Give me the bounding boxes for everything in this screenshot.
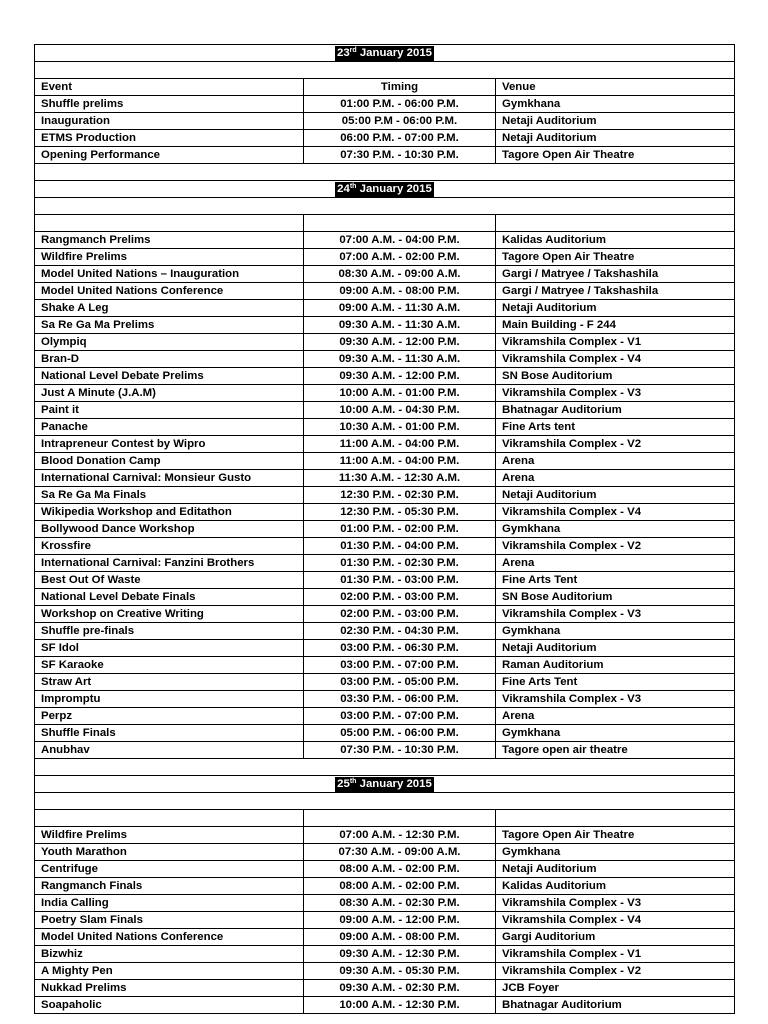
event-timing: 05:00 P.M - 06:00 P.M. — [304, 113, 496, 130]
event-venue: Fine Arts Tent — [496, 674, 735, 691]
event-name: National Level Debate Prelims — [35, 368, 304, 385]
event-name: International Carnival: Fanzini Brothers — [35, 555, 304, 572]
blank-cell — [496, 810, 735, 827]
blank-cell — [304, 215, 496, 232]
table-row — [35, 113, 735, 130]
event-timing: 09:30 A.M. - 05:30 P.M. — [304, 963, 496, 980]
event-name: SF Idol — [35, 640, 304, 657]
event-name: Shuffle prelims — [35, 96, 304, 113]
event-venue: Gymkhana — [496, 725, 735, 742]
event-name: Wildfire Prelims — [35, 249, 304, 266]
event-name: Sa Re Ga Ma Prelims — [35, 317, 304, 334]
table-row — [35, 385, 735, 402]
date-month-year: January 2015 — [356, 47, 433, 59]
event-name: Bollywood Dance Workshop — [35, 521, 304, 538]
table-row — [35, 521, 735, 538]
event-name: Olympiq — [35, 334, 304, 351]
event-venue: Tagore open air theatre — [496, 742, 735, 759]
event-timing: 09:30 A.M. - 11:30 A.M. — [304, 351, 496, 368]
table-row — [35, 470, 735, 487]
event-venue: Bhatnagar Auditorium — [496, 997, 735, 1014]
table-row — [35, 742, 735, 759]
table-row — [35, 657, 735, 674]
schedule-sheet — [34, 44, 734, 1014]
event-name: Model United Nations – Inauguration — [35, 266, 304, 283]
table-row — [35, 487, 735, 504]
blank-row — [35, 62, 735, 79]
table-row — [35, 946, 735, 963]
event-name: Youth Marathon — [35, 844, 304, 861]
blank-row — [35, 215, 735, 232]
event-venue: Netaji Auditorium — [496, 113, 735, 130]
event-venue: Arena — [496, 453, 735, 470]
event-venue: Tagore Open Air Theatre — [496, 147, 735, 164]
event-timing: 09:00 A.M. - 12:00 P.M. — [304, 912, 496, 929]
event-name: Paint it — [35, 402, 304, 419]
event-name: Panache — [35, 419, 304, 436]
table-row — [35, 691, 735, 708]
blank-cell — [35, 793, 735, 810]
date-suffix: rd — [349, 47, 357, 54]
event-name: Blood Donation Camp — [35, 453, 304, 470]
event-name: Anubhav — [35, 742, 304, 759]
event-name: Shuffle Finals — [35, 725, 304, 742]
header-event: Event — [35, 79, 304, 96]
event-timing: 09:30 A.M. - 12:30 P.M. — [304, 946, 496, 963]
table-row — [35, 436, 735, 453]
event-venue: Kalidas Auditorium — [496, 878, 735, 895]
event-timing: 01:30 P.M. - 02:30 P.M. — [304, 555, 496, 572]
table-row — [35, 334, 735, 351]
table-row — [35, 827, 735, 844]
event-name: Model United Nations Conference — [35, 929, 304, 946]
event-name: Sa Re Ga Ma Finals — [35, 487, 304, 504]
date-heading — [335, 182, 434, 197]
blank-cell — [496, 215, 735, 232]
event-timing: 09:30 A.M. - 12:00 P.M. — [304, 334, 496, 351]
event-venue: Arena — [496, 470, 735, 487]
date-row — [35, 45, 735, 62]
event-venue: Vikramshila Complex - V3 — [496, 691, 735, 708]
table-row — [35, 368, 735, 385]
event-name: Wikipedia Workshop and Editathon — [35, 504, 304, 521]
event-venue: Fine Arts tent — [496, 419, 735, 436]
event-venue: Netaji Auditorium — [496, 861, 735, 878]
event-timing: 09:00 A.M. - 08:00 P.M. — [304, 283, 496, 300]
table-row — [35, 96, 735, 113]
event-venue: Tagore Open Air Theatre — [496, 827, 735, 844]
date-suffix: th — [349, 183, 357, 190]
date-heading — [335, 46, 434, 61]
event-venue: Vikramshila Complex - V1 — [496, 946, 735, 963]
event-venue: Netaji Auditorium — [496, 300, 735, 317]
date-month-year: January 2015 — [356, 778, 432, 790]
event-timing: 02:00 P.M. - 03:00 P.M. — [304, 606, 496, 623]
event-venue: Fine Arts Tent — [496, 572, 735, 589]
event-venue: Arena — [496, 708, 735, 725]
event-timing: 12:30 P.M. - 05:30 P.M. — [304, 504, 496, 521]
schedule-body — [35, 45, 735, 1014]
event-venue: Vikramshila Complex - V2 — [496, 963, 735, 980]
event-name: Best Out Of Waste — [35, 572, 304, 589]
event-name: Poetry Slam Finals — [35, 912, 304, 929]
event-name: A Mighty Pen — [35, 963, 304, 980]
blank-cell — [35, 62, 735, 79]
event-name: Rangmanch Finals — [35, 878, 304, 895]
event-timing: 08:00 A.M. - 02:00 P.M. — [304, 861, 496, 878]
event-venue: Raman Auditorium — [496, 657, 735, 674]
event-timing: 02:30 P.M. - 04:30 P.M. — [304, 623, 496, 640]
event-name: Model United Nations Conference — [35, 283, 304, 300]
table-row — [35, 844, 735, 861]
event-timing: 12:30 P.M. - 02:30 P.M. — [304, 487, 496, 504]
event-timing: 02:00 P.M. - 03:00 P.M. — [304, 589, 496, 606]
event-timing: 01:00 P.M. - 06:00 P.M. — [304, 96, 496, 113]
event-name: Shake A Leg — [35, 300, 304, 317]
table-row — [35, 623, 735, 640]
table-row — [35, 419, 735, 436]
event-name: Bizwhiz — [35, 946, 304, 963]
schedule-table — [34, 44, 735, 1014]
date-row — [35, 181, 735, 198]
event-name: Intrapreneur Contest by Wipro — [35, 436, 304, 453]
event-timing: 08:30 A.M. - 02:30 P.M. — [304, 895, 496, 912]
table-row — [35, 300, 735, 317]
table-row — [35, 538, 735, 555]
event-timing: 08:00 A.M. - 02:00 P.M. — [304, 878, 496, 895]
event-venue: Arena — [496, 555, 735, 572]
event-name: Just A Minute (J.A.M) — [35, 385, 304, 402]
blank-row — [35, 164, 735, 181]
table-row — [35, 640, 735, 657]
table-row — [35, 504, 735, 521]
event-name: Krossfire — [35, 538, 304, 555]
table-row — [35, 674, 735, 691]
table-row — [35, 725, 735, 742]
event-venue: Vikramshila Complex - V4 — [496, 504, 735, 521]
event-name: International Carnival: Monsieur Gusto — [35, 470, 304, 487]
table-row — [35, 708, 735, 725]
date-suffix: th — [349, 778, 357, 785]
event-name: Perpz — [35, 708, 304, 725]
event-name: SF Karaoke — [35, 657, 304, 674]
event-name: Impromptu — [35, 691, 304, 708]
date-day: 23 — [336, 47, 350, 59]
event-timing: 01:30 P.M. - 03:00 P.M. — [304, 572, 496, 589]
table-row — [35, 878, 735, 895]
event-venue: Netaji Auditorium — [496, 640, 735, 657]
date-day: 24 — [337, 183, 350, 195]
event-timing: 08:30 A.M. - 09:00 A.M. — [304, 266, 496, 283]
date-heading — [335, 777, 434, 792]
event-timing: 11:00 A.M. - 04:00 P.M. — [304, 453, 496, 470]
event-venue: SN Bose Auditorium — [496, 368, 735, 385]
event-timing: 09:30 A.M. - 12:00 P.M. — [304, 368, 496, 385]
blank-cell — [35, 198, 735, 215]
event-timing: 10:30 A.M. - 01:00 P.M. — [304, 419, 496, 436]
event-timing: 07:00 A.M. - 04:00 P.M. — [304, 232, 496, 249]
event-venue: Vikramshila Complex - V4 — [496, 351, 735, 368]
event-name: ETMS Production — [35, 130, 304, 147]
table-row — [35, 130, 735, 147]
event-name: Bran-D — [35, 351, 304, 368]
table-row — [35, 572, 735, 589]
event-venue: Kalidas Auditorium — [496, 232, 735, 249]
date-month-year: January 2015 — [356, 183, 432, 195]
event-venue: JCB Foyer — [496, 980, 735, 997]
event-timing: 03:30 P.M. - 06:00 P.M. — [304, 691, 496, 708]
event-venue: Vikramshila Complex - V3 — [496, 895, 735, 912]
event-timing: 06:00 P.M. - 07:00 P.M. — [304, 130, 496, 147]
header-timing: Timing — [304, 79, 496, 96]
event-timing: 10:00 A.M. - 12:30 P.M. — [304, 997, 496, 1014]
table-row — [35, 147, 735, 164]
event-venue: Netaji Auditorium — [496, 130, 735, 147]
event-name: National Level Debate Finals — [35, 589, 304, 606]
event-timing: 09:00 A.M. - 08:00 P.M. — [304, 929, 496, 946]
event-venue: Gymkhana — [496, 96, 735, 113]
table-row — [35, 555, 735, 572]
table-row — [35, 980, 735, 997]
event-timing: 03:00 P.M. - 05:00 P.M. — [304, 674, 496, 691]
event-venue: Gymkhana — [496, 623, 735, 640]
event-venue: Gargi / Matryee / Takshashila — [496, 266, 735, 283]
event-venue: Vikramshila Complex - V3 — [496, 606, 735, 623]
event-venue: Vikramshila Complex - V2 — [496, 436, 735, 453]
table-row — [35, 266, 735, 283]
event-venue: Gymkhana — [496, 521, 735, 538]
table-row — [35, 589, 735, 606]
table-row — [35, 283, 735, 300]
event-name: Shuffle pre-finals — [35, 623, 304, 640]
event-venue: Vikramshila Complex - V1 — [496, 334, 735, 351]
blank-row — [35, 759, 735, 776]
event-timing: 10:00 A.M. - 01:00 P.M. — [304, 385, 496, 402]
table-row — [35, 249, 735, 266]
event-venue: Gymkhana — [496, 844, 735, 861]
event-timing: 03:00 P.M. - 06:30 P.M. — [304, 640, 496, 657]
event-venue: Gargi / Matryee / Takshashila — [496, 283, 735, 300]
event-timing: 09:30 A.M. - 11:30 A.M. — [304, 317, 496, 334]
event-timing: 07:30 A.M. - 09:00 A.M. — [304, 844, 496, 861]
blank-cell — [35, 759, 735, 776]
blank-row — [35, 810, 735, 827]
event-venue: Tagore Open Air Theatre — [496, 249, 735, 266]
event-timing: 01:00 P.M. - 02:00 P.M. — [304, 521, 496, 538]
blank-row — [35, 793, 735, 810]
event-venue: Bhatnagar Auditorium — [496, 402, 735, 419]
event-name: Nukkad Prelims — [35, 980, 304, 997]
blank-cell — [35, 164, 735, 181]
event-timing: 03:00 P.M. - 07:00 P.M. — [304, 657, 496, 674]
event-venue: SN Bose Auditorium — [496, 589, 735, 606]
event-name: Soapaholic — [35, 997, 304, 1014]
event-name: Centrifuge — [35, 861, 304, 878]
table-row — [35, 963, 735, 980]
table-row — [35, 997, 735, 1014]
date-cell — [35, 45, 735, 62]
table-row — [35, 606, 735, 623]
event-timing: 05:00 P.M. - 06:00 P.M. — [304, 725, 496, 742]
header-venue: Venue — [496, 79, 735, 96]
event-venue: Vikramshila Complex - V2 — [496, 538, 735, 555]
event-name: Straw Art — [35, 674, 304, 691]
event-name: Rangmanch Prelims — [35, 232, 304, 249]
event-timing: 09:00 A.M. - 11:30 A.M. — [304, 300, 496, 317]
blank-cell — [35, 215, 304, 232]
event-timing: 07:30 P.M. - 10:30 P.M. — [304, 147, 496, 164]
event-timing: 03:00 P.M. - 07:00 P.M. — [304, 708, 496, 725]
event-venue: Main Building - F 244 — [496, 317, 735, 334]
event-timing: 11:00 A.M. - 04:00 P.M. — [304, 436, 496, 453]
event-timing: 09:30 A.M. - 02:30 P.M. — [304, 980, 496, 997]
date-cell — [35, 776, 735, 793]
event-name: India Calling — [35, 895, 304, 912]
event-timing: 10:00 A.M. - 04:30 P.M. — [304, 402, 496, 419]
event-venue: Vikramshila Complex - V3 — [496, 385, 735, 402]
event-timing: 07:00 A.M. - 02:00 P.M. — [304, 249, 496, 266]
date-cell — [35, 181, 735, 198]
table-row — [35, 861, 735, 878]
event-timing: 11:30 A.M. - 12:30 A.M. — [304, 470, 496, 487]
event-timing: 07:00 A.M. - 12:30 P.M. — [304, 827, 496, 844]
table-row — [35, 453, 735, 470]
blank-row — [35, 198, 735, 215]
event-name: Workshop on Creative Writing — [35, 606, 304, 623]
blank-cell — [35, 810, 304, 827]
table-row — [35, 929, 735, 946]
table-row — [35, 912, 735, 929]
column-header-row — [35, 79, 735, 96]
table-row — [35, 895, 735, 912]
table-row — [35, 351, 735, 368]
event-venue: Gargi Auditorium — [496, 929, 735, 946]
date-day: 25 — [337, 778, 350, 790]
table-row — [35, 317, 735, 334]
date-row — [35, 776, 735, 793]
event-name: Inauguration — [35, 113, 304, 130]
event-venue: Netaji Auditorium — [496, 487, 735, 504]
event-venue: Vikramshila Complex - V4 — [496, 912, 735, 929]
event-name: Wildfire Prelims — [35, 827, 304, 844]
event-timing: 07:30 P.M. - 10:30 P.M. — [304, 742, 496, 759]
table-row — [35, 232, 735, 249]
event-timing: 01:30 P.M. - 04:00 P.M. — [304, 538, 496, 555]
blank-cell — [304, 810, 496, 827]
table-row — [35, 402, 735, 419]
event-name: Opening Performance — [35, 147, 304, 164]
